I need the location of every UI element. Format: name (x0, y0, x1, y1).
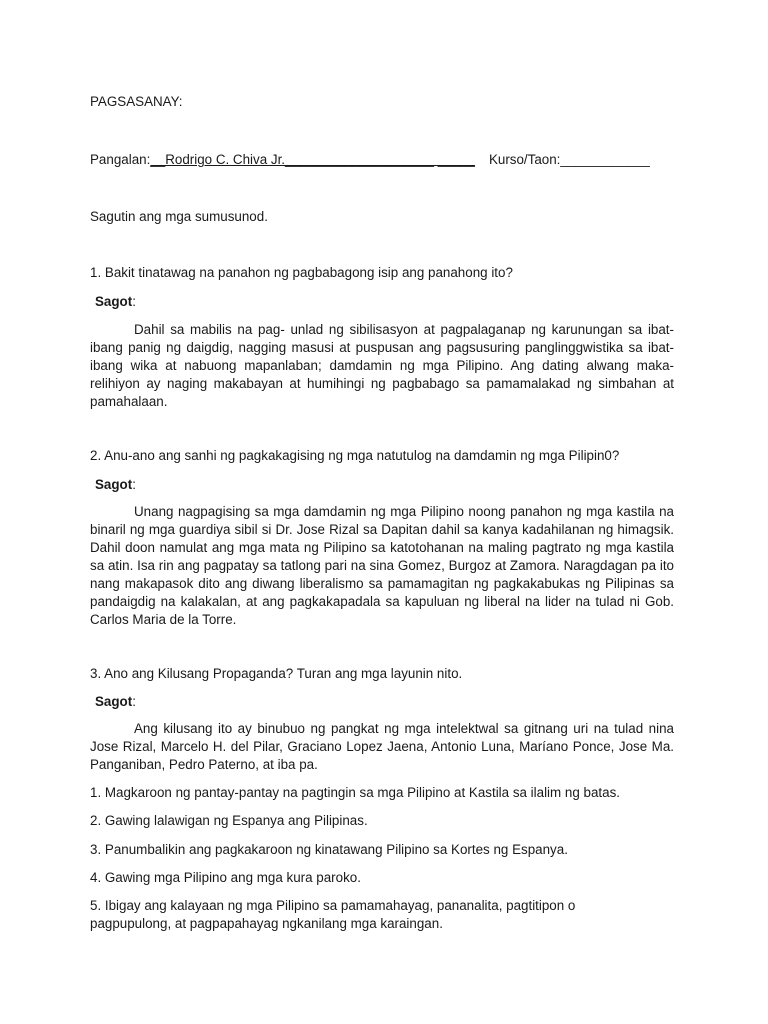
course-label: Kurso/Taon: (488, 152, 561, 167)
question-1: 1. Bakit tinatawag na panahon ng pagbabagong isip ang panahong ito? (90, 265, 513, 280)
instructions: Sagutin ang mga sumusunod. (90, 209, 268, 224)
answer-2: Unang nagpagising sa mga damdamin ng mga Pilipino noong panahon ng mga kastila na binaril ng mga guardiya sibil si Dr. Jose Rizal sa Dapitan dahil sa kanya kadahilanan ng himagsik. Dahil doon namulat ang mga mata ng Pilipino sa katotohanan na maling pagtrato ng mga kastila sa atin. Isa rin ang pagpatay sa tatlong pari na sina Gomez, Burgoz at Zamora. Naragdagan pa ito nang makapasok dito ang diwang liberalismo sa pamamagitan ng pagkakabukas ng Pilipinas sa pandaigdig na kalakalan, at ang pagkakapadala sa kapuluan ng liberal na lider na tulad ni Gob. Carlos Maria de la Torre. (90, 504, 674, 627)
goal-item-1: 1. Magkaroon ng pantay-pantay na pagtingin sa mga Pilipino at Kastila sa ilalim ng batas. (90, 785, 620, 800)
goal-item-4: 4. Gawing mga Pilipino ang mga kura paroko. (90, 870, 361, 885)
worksheet-title: PAGSASANAY: (90, 94, 183, 109)
student-info-line (90, 151, 650, 169)
course-blank: ____________ (560, 152, 650, 167)
answer-label-2: Sagot: (95, 477, 136, 492)
answer-3: Ang kilusang ito ay binubuo ng pangkat ng mga intelektwal sa gitnang uri na tulad nina Jose Rizal, Marcelo H. del Pilar, Graciano Lopez Jaena, Antonio Luna, Maríano Ponce, Jose Ma. Panganiban, Pedro Paterno, at iba pa. (90, 721, 674, 772)
goal-item-5: 5. Ibigay ang kalayaan ng mga Pilipino sa pamamahayag, pananalita, pagtitipon o pagpupulong, at pagpapahayag ngkanilang mga karaingan. (90, 898, 576, 931)
answer-label-3: Sagot: (95, 694, 136, 709)
goal-item-2: 2. Gawing lalawigan ng Espanya ang Pilipinas. (90, 813, 368, 828)
question-3: 3. Ano ang Kilusang Propaganda? Turan ang mga layunin nito. (90, 666, 463, 681)
name-value: __Rodrigo C. Chiva Jr.____________________ _____ (150, 152, 475, 167)
answer-label-1: Sagot: (95, 294, 136, 309)
goal-item-3: 3. Panumbalikin ang pagkakaroon ng kinatawang Pilipino sa Kortes ng Espanya. (90, 842, 568, 857)
name-label: Pangalan: (90, 152, 151, 167)
question-2: 2. Anu-ano ang sanhi ng pagkakagising ng mga natutulog na damdamin ng mga Pilipin0? (90, 448, 620, 463)
answer-1: Dahil sa mabilis na pag- unlad ng sibilisasyon at pagpalaganap ng karunungan sa ibat-ibang panig ng daigdig, nagging masusi at puspusan ang pagsusuring panglinggwistika sa ibat-ibang wika at nabuong mapanlaban; damdamin ng mga Pilipino. Ang dating alwang maka-relihiyon ay naging makabayan at humihingi ng pagbabago sa pamamalakad ng simbahan at pamahalaan. (90, 322, 674, 409)
